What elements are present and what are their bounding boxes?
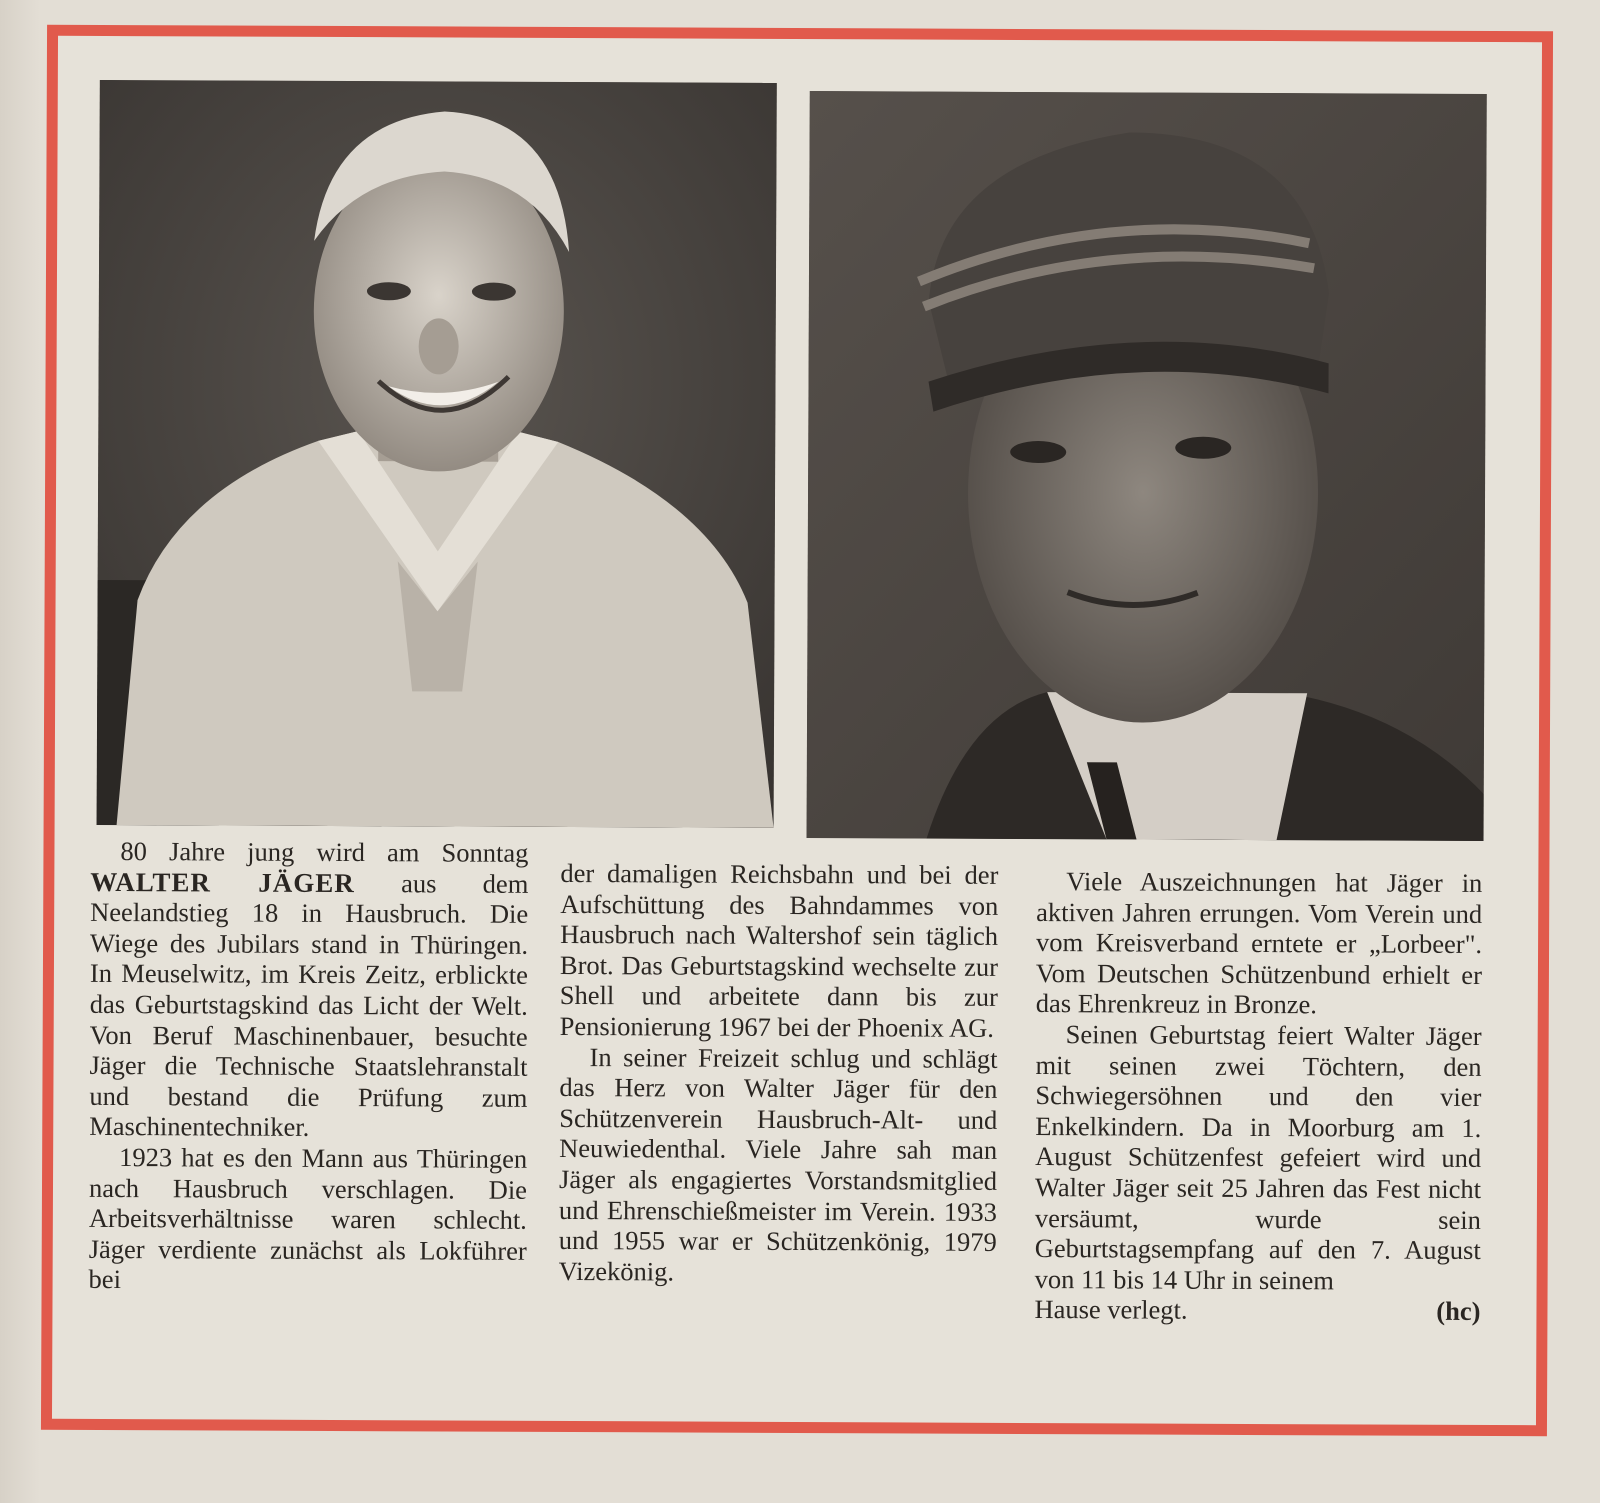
author-signature: (hc) <box>1436 1296 1481 1327</box>
honoree-name: WALTER JÄGER <box>90 866 355 898</box>
portrait-older-man-image <box>97 80 777 828</box>
photo-young-man <box>807 91 1487 841</box>
article-column-3 <box>1034 866 1482 1438</box>
column3-paragraph1: Viele Auszeichnungen hat Jäger in aktiven Jahren errungen. Vom Verein und vom Kreisverband erntete er „Lorbeer". Vom Deutschen Schützenbund erhielt er das Ehrenkreuz in Bronze. <box>1035 866 1483 1020</box>
photo-older-man <box>97 80 777 828</box>
closing-line <box>1034 1294 1480 1327</box>
column1-paragraph2: 1923 hat es den Mann aus Thüringen nach Hausbruch verschlagen. Die Arbeitsverhältnisse waren schlecht. Jäger verdiente zunächst als Lokführer bei <box>88 1141 528 1295</box>
column2-paragraph2: In seiner Freizeit schlug und schlägt das Herz von Walter Jäger für den Schützenverein Hausbruch-Alt- und Neuwiedenthal. Viele Jahre sah man Jäger als engagiertes Vorstandsmitglied und Ehrenschießmeister im Verein. 1933 und 1955 war er Schützenkönig, 1979 Vizekönig. <box>558 1041 998 1287</box>
portrait-young-man-cap-image <box>807 91 1487 841</box>
column2-paragraph1: der damaligen Reichsbahn und bei der Aufschüttung des Bahndammes von Hausbruch nach Waltershof sein täglich Brot. Das Geburtstagskind wechselte zur Shell und arbeitete dann bis zur Pensionierung 1967 bei der Phoenix AG. <box>559 857 999 1043</box>
column1-text: aus dem Neelandstieg 18 in Hausbruch. Die Wiege des Jubilars stand in Thüringen. In Meuselwitz, im Kreis Zeitz, erblickte das Geburtstagskind das Licht der Welt. Von Beruf Maschinenbauer, besuchte Jäger die Technische Staatslehranstalt und bestand die Prüfung zum Maschinentechniker. <box>89 867 529 1143</box>
closing-text: Hause verlegt. <box>1034 1294 1188 1326</box>
lead-text: 80 Jahre jung wird am Sonntag <box>120 836 529 868</box>
column3-paragraph2: Seinen Geburtstag feiert Walter Jäger mit seinen zwei Töchtern, den Schwiegersöhnen und den vier Enkelkindern. Da in Moorburg am 1. August Schützenfest gefeiert wird und Walter Jäger seit 25 Jahren das Fest nicht versäumt, wurde sein Geburtstagsempfang auf den 7. August von 11 bis 14 Uhr in seinem <box>1034 1019 1482 1296</box>
column1-paragraph1 <box>89 836 528 1144</box>
article-column-1 <box>88 836 528 1408</box>
article-columns <box>88 836 1490 1412</box>
newspaper-clipping <box>41 25 1553 1437</box>
background-page <box>0 0 40 1503</box>
article-column-2 <box>558 858 998 1430</box>
